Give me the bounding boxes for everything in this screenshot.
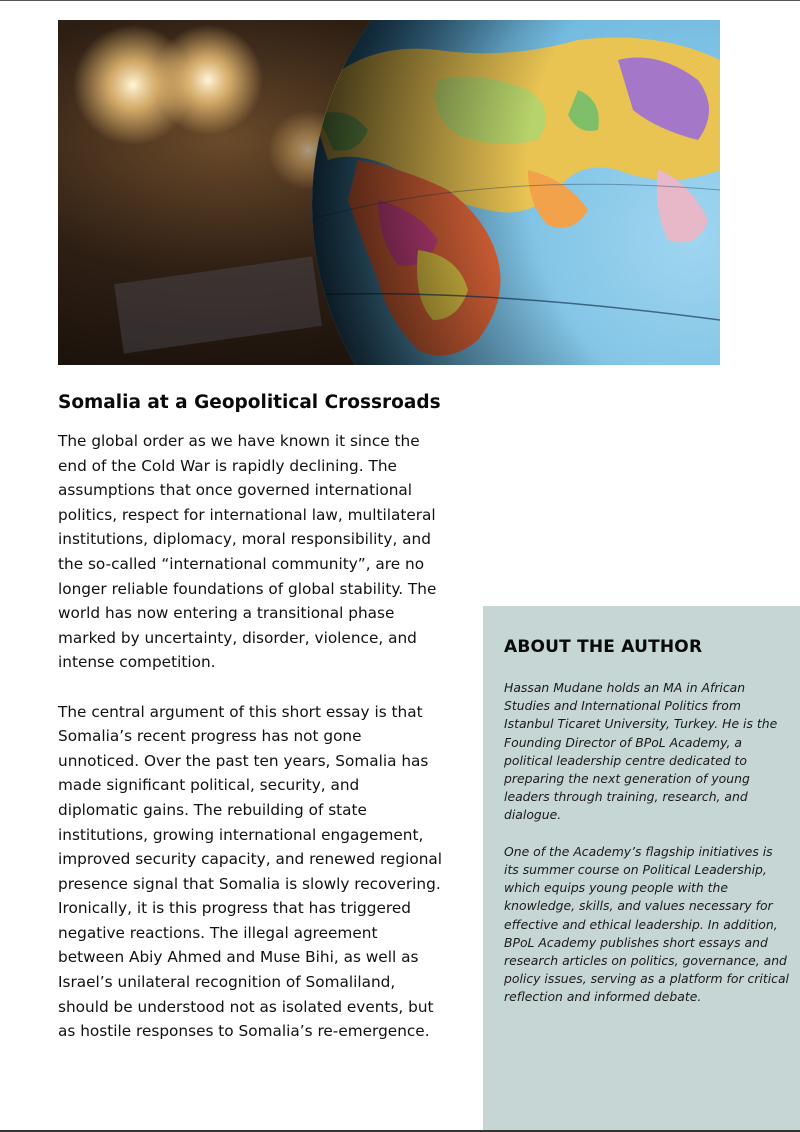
- author-bio-paragraph: Hassan Mudane holds an MA in African Studies and International Politics from Istanbul Ticaret University, Turkey. He is the Founding Director of BPoL Academy, a political leadership centre dedicated to preparing the next generation of young leaders through training, research, and dialogue.: [504, 680, 778, 823]
- article-paragraph: The global order as we have known it since the end of the Cold War is rapidly declining. The assumptions that once governed international politics, respect for international law, multilateral institutions, diplomacy, moral responsibility, and the so-called “international community”, are no longer reliable foundations of global stability. The world has now entering a transitional phase marked by uncertainty, disorder, violence, and intense competition.: [58, 432, 437, 672]
- about-author-heading: ABOUT THE AUTHOR: [504, 637, 703, 657]
- hero-image: [58, 20, 720, 365]
- author-bio-paragraph: One of the Academy’s flagship initiatives is its summer course on Political Leadership, which equips young people with the knowledge, skills, and values necessary for effective and ethical leadership. In addition, BPoL Academy publishes short essays and research articles on politics, governance, and policy issues, serving as a platform for critical reflection and informed debate.: [504, 843, 789, 1005]
- author-bio: [504, 679, 789, 1007]
- about-author-box: [483, 606, 800, 1132]
- top-rule: [0, 0, 800, 1]
- article-paragraph: The central argument of this short essay is that Somalia’s recent progress has not gone unnoticed. Over the past ten years, Somalia has made significant political, security, and diplomatic gains. The rebuilding of state institutions, growing international engagement, improved security capacity, and renewed regional presence signal that Somalia is slowly recovering. Ironically, it is this progress that has triggered negative reactions. The illegal agreement between Abiy Ahmed and Muse Bihi, as well as Israel’s unilateral recognition of Somaliland, should be understood not as isolated events, but as hostile responses to Somalia’s re-emergence.: [58, 702, 443, 1041]
- article-title: Somalia at a Geopolitical Crossroads: [58, 392, 441, 413]
- globe-photo: [58, 20, 720, 365]
- article-body: [58, 429, 444, 1044]
